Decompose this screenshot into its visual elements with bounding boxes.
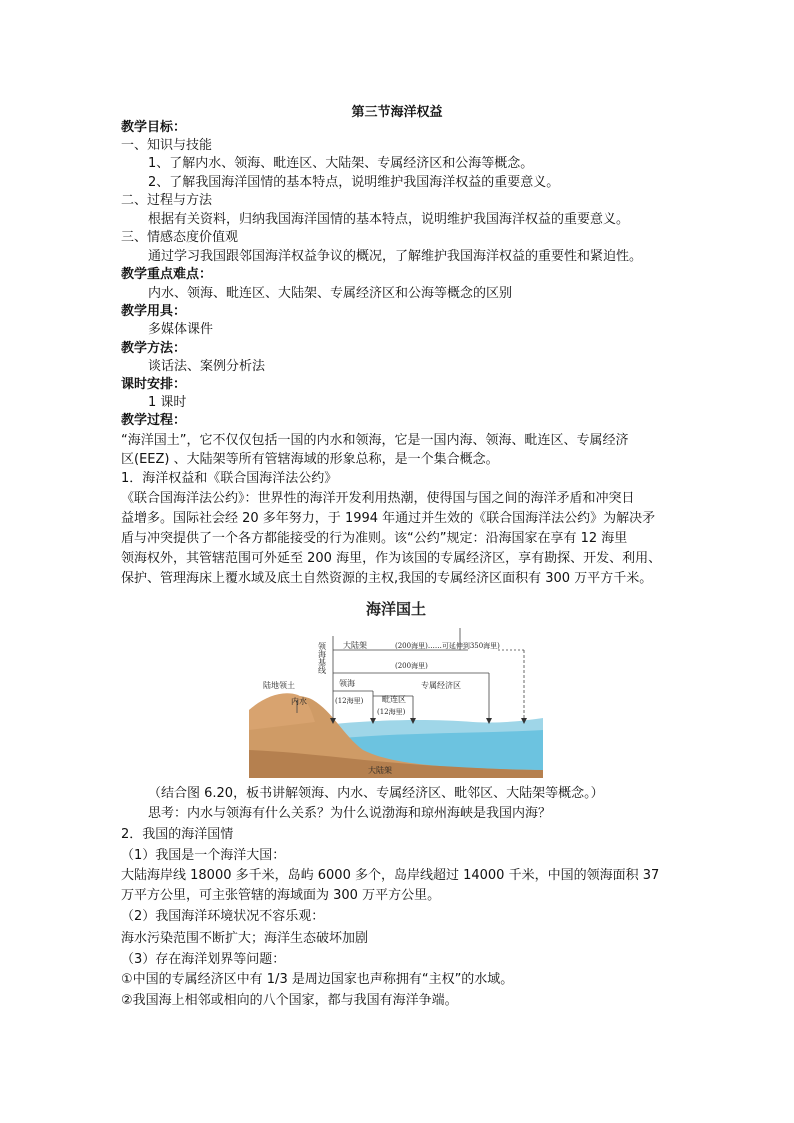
label-shelf: 大陆架 (343, 641, 367, 650)
section-attitude: 三、情感态度价值观 (121, 230, 239, 245)
label-territorial: 领海 (339, 679, 355, 688)
label-eez-range: (200海里) (395, 662, 428, 670)
process-text: 根据有关资料，归纳我国海洋国情的基本特点，说明维护我国海洋权益的重要意义。 (148, 212, 630, 227)
part-1-heading: 1．海洋权益和《联合国海洋法公约》 (121, 471, 338, 486)
section-process: 二、过程与方法 (121, 193, 213, 208)
goals-heading: 教学目标： (121, 120, 187, 135)
label-baseline: 领海基线 (317, 642, 327, 674)
intro-line-2: 区(EEZ) 、大陆架等所有管辖海域的形象总称，是一个集合概念。 (121, 452, 499, 467)
subsection-2-text: 海水污染范围不断扩大；海洋生态破坏加剧 (121, 931, 369, 946)
subsection-3: （3）存在海洋划界等问题： (121, 952, 286, 967)
process-heading: 教学过程： (121, 413, 187, 428)
hours-heading: 课时安排： (121, 377, 187, 392)
section-knowledge: 一、知识与技能 (121, 138, 213, 153)
ocean-territory-figure (243, 600, 549, 778)
label-shelf-range: (200海里)……可延伸到350海里) (395, 642, 500, 650)
part-2-heading: 2．我国的海洋国情 (121, 827, 234, 842)
para-1-line-2: 益增多。国际社会经 20 多年努力，于 1994 年通过并生效的《联合国海洋法公约》为解决矛 (121, 511, 656, 526)
hours-text: 1 课时 (148, 395, 187, 410)
subsection-1-line-1: 大陆海岸线 18000 多千米，岛屿 6000 多个，岛岸线超过 14000 千米，中国的领海面积 37 (121, 868, 660, 883)
tools-heading: 教学用具： (121, 304, 187, 319)
para-1-line-5: 保护、管理海床上覆水域及底土自然资源的主权,我国的专属经济区面积有 300 万平方千米。 (121, 571, 653, 586)
subsection-2: （2）我国海洋环境状况不容乐观： (121, 909, 325, 924)
key-text: 内水、领海、毗连区、大陆架、专属经济区和公海等概念的区别 (148, 286, 513, 301)
knowledge-item-1: 1、了解内水、领海、毗连区、大陆架、专属经济区和公海等概念。 (148, 156, 534, 171)
label-inner-water: 内水 (291, 697, 307, 706)
tools-text: 多媒体课件 (148, 322, 214, 337)
subsection-3-item-1: ①中国的专属经济区中有 1/3 是周边国家也声称拥有“主权”的水域。 (121, 972, 514, 987)
label-territorial-range: (12海里) (335, 697, 364, 705)
para-1-line-3: 盾与冲突提供了一个各方都能接受的行为准则。该“公约”规定：沿海国家在享有 12 海里 (121, 531, 628, 546)
label-contiguous-range: (12海里) (377, 708, 406, 716)
label-shelf-bottom: 大陆架 (368, 766, 392, 775)
method-heading: 教学方法： (121, 341, 187, 356)
figure-caption: （结合图 6.20，板书讲解领海、内水、专属经济区、毗邻区、大陆架等概念。） (148, 786, 604, 801)
think-question: 思考：内水与领海有什么关系？为什么说渤海和琼州海峡是我国内海？ (148, 806, 552, 821)
subsection-3-item-2: ②我国海上相邻或相向的八个国家，都与我国有海洋争端。 (121, 993, 458, 1008)
label-eez: 专属经济区 (421, 681, 461, 690)
subsection-1: （1）我国是一个海洋大国： (121, 848, 286, 863)
label-land: 陆地领土 (263, 681, 295, 690)
figure-title: 海洋国土 (365, 600, 427, 618)
para-1-line-4: 领海权外，其管辖范围可外延至 200 海里，作为该国的专属经济区，享有勘探、开发、利用、 (121, 551, 662, 566)
subsection-1-line-2: 万平方公里，可主张管辖的海域面为 300 万平方公里。 (121, 888, 441, 903)
key-heading: 教学重点难点： (121, 267, 213, 282)
intro-line-1: “海洋国土”，它不仅仅包括一国的内水和领海，它是一国内海、领海、毗连区、专属经济 (121, 433, 629, 448)
method-text: 谈话法、案例分析法 (148, 359, 266, 374)
doc-title: 第三节海洋权益 (351, 105, 443, 120)
attitude-text: 通过学习我国跟邻国海洋权益争议的概况，了解维护我国海洋权益的重要性和紧迫性。 (148, 249, 643, 264)
para-1-line-1: 《联合国海洋法公约》：世界性的海洋开发利用热潮，使得国与国之间的海洋矛盾和冲突日 (121, 491, 635, 506)
label-contiguous: 毗连区 (382, 695, 406, 704)
knowledge-item-2: 2、了解我国海洋国情的基本特点，说明维护我国海洋权益的重要意义。 (148, 175, 560, 190)
